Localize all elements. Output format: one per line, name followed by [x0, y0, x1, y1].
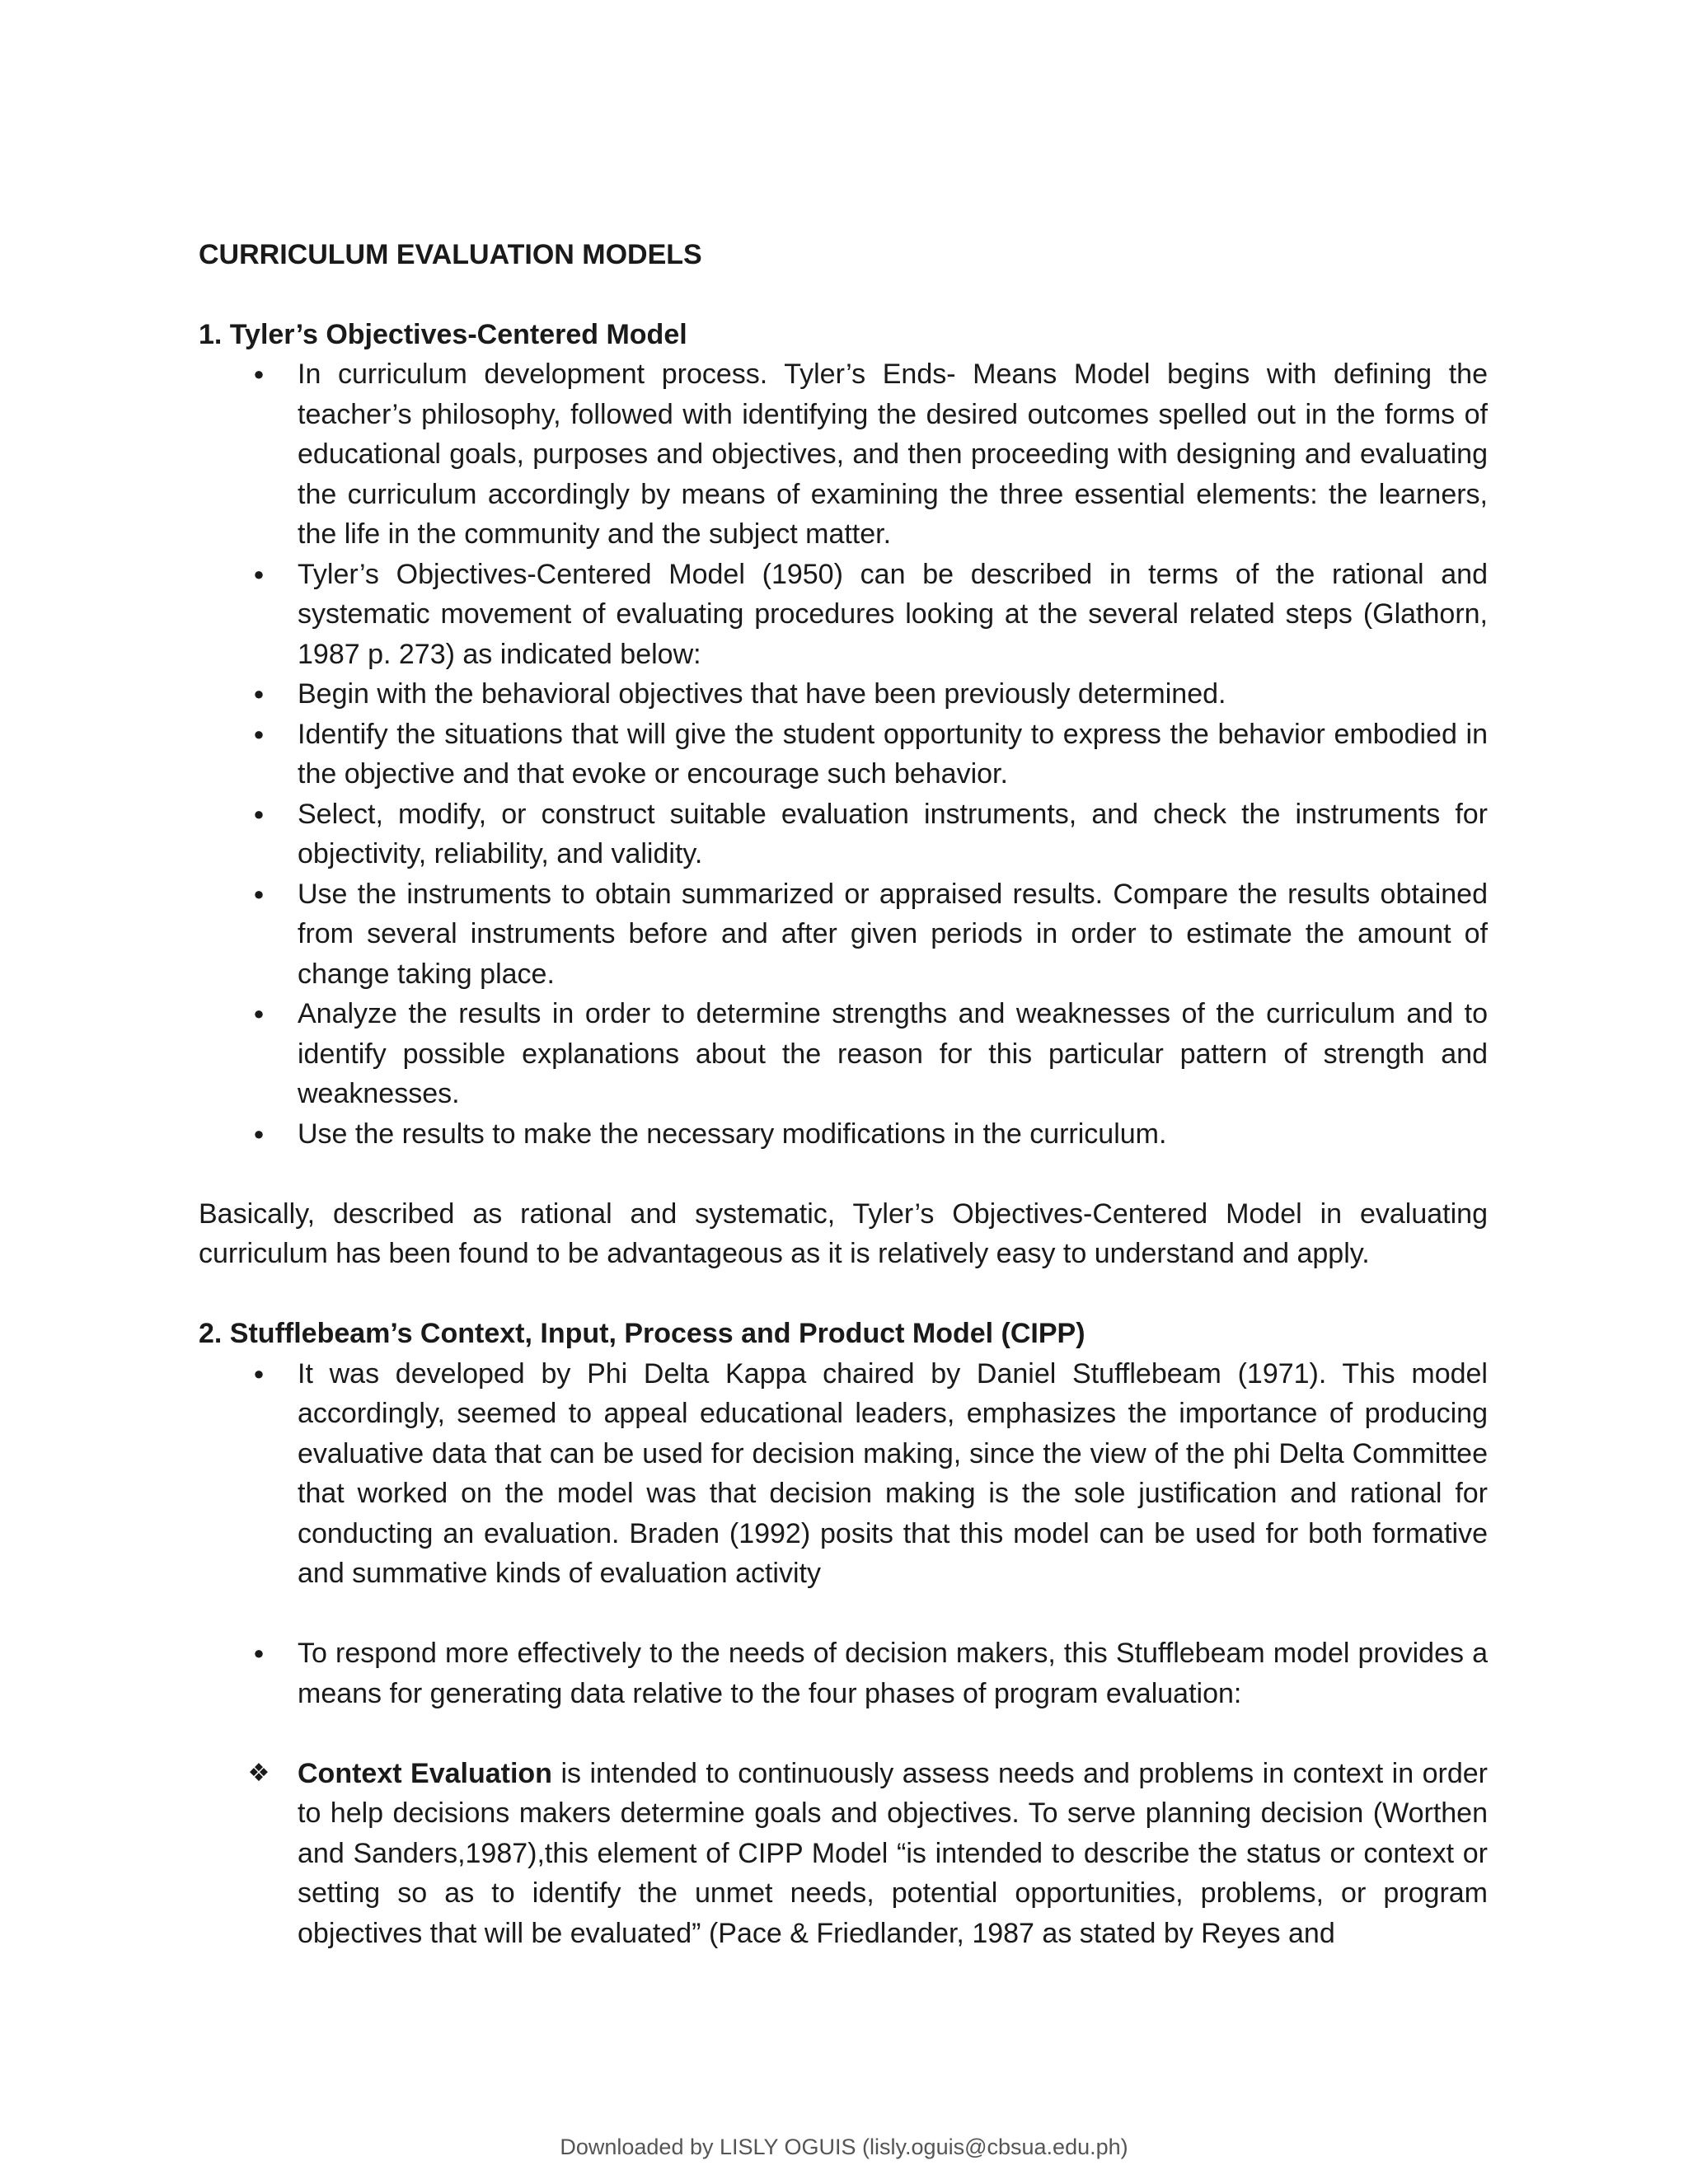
bullet-icon: ● [253, 683, 265, 704]
bullet-icon: ● [253, 1122, 265, 1144]
list-item: ● Analyze the results in order to determine strengths and weaknesses of the curriculum and to identify possible explanations about the reason for this particular pattern of strength and weaknesses. [199, 994, 1488, 1114]
diamond-bullet-icon: ❖ [247, 1759, 270, 1787]
list-item: ● It was developed by Phi Delta Kappa chaired by Daniel Stufflebeam (1971). This model accordingly, seemed to appeal educational leaders, emphasizes the importance of producing evaluative data that can be used for decision making, since the view of the phi Delta Committee that worked on the model was that decision making is the sole justification and rational for conducting an evaluation. Braden (1992) posits that this model can be used for both formative and summative kinds of evaluation activity [199, 1354, 1488, 1594]
section-1-heading: 1. Tyler’s Objectives-Centered Model [199, 318, 687, 350]
list-item: ● Use the instruments to obtain summarized or appraised results. Compare the results obtained from several instruments before and after given periods in order to estimate the amount of change taking place. [199, 874, 1488, 995]
list-item: ● To respond more effectively to the needs of decision makers, this Stufflebeam model provides a means for generating data relative to the four phases of program evaluation: [199, 1633, 1488, 1713]
section-2-heading: 2. Stufflebeam’s Context, Input, Process and Product Model (CIPP) [199, 1318, 1085, 1349]
bullet-icon: ● [253, 363, 265, 384]
list-item: ● Select, modify, or construct suitable evaluation instruments, and check the instruments for objectivity, reliability, and validity. [199, 794, 1488, 874]
list-item: ● Begin with the behavioral objectives that have been previously determined. [199, 674, 1488, 715]
list-item: ● Use the results to make the necessary modifications in the curriculum. [199, 1114, 1488, 1155]
download-footer: Downloaded by LISLY OGUIS (lisly.oguis@cbsua.edu.ph) [560, 2135, 1128, 2159]
document-body [199, 235, 1488, 1953]
section-2-bullet-list [199, 1354, 1488, 1954]
section-1-bullet-list [199, 354, 1488, 1154]
list-item: ● In curriculum development process. Tyler’s Ends- Means Model begins with defining the teacher’s philosophy, followed with identifying the desired outcomes spelled out in the forms of educational goals, purposes and objectives, and then proceeding with designing and evaluating the curriculum accordingly by means of examining the three essential elements: the learners, the life in the community and the subject matter. [199, 354, 1488, 555]
bullet-icon: ● [253, 1003, 265, 1024]
section-1-summary: Basically, described as rational and systematic, Tyler’s Objectives-Centered Model in evaluating curriculum has been found to be advantageous as it is relatively easy to understand and apply. [199, 1197, 1488, 1269]
list-item: ● Tyler’s Objectives-Centered Model (1950) can be described in terms of the rational and systematic movement of evaluating procedures looking at the several related steps (Glathorn, 1987 p. 273) as indicated below: [199, 555, 1488, 675]
bullet-icon: ● [253, 883, 265, 904]
bullet-icon: ● [253, 723, 265, 744]
list-item: ● Identify the situations that will give the student opportunity to express the behavior embodied in the objective and that evoke or encourage such behavior. [199, 715, 1488, 794]
document-title: CURRICULUM EVALUATION MODELS [199, 239, 702, 270]
bullet-icon: ● [253, 1362, 265, 1384]
bullet-icon: ● [253, 803, 265, 824]
context-evaluation-term: Context Evaluation [298, 1757, 552, 1789]
bullet-icon: ● [253, 1643, 265, 1663]
list-item-context-evaluation: ❖ Context Evaluation is intended to continuously assess needs and problems in context in order to help decisions makers determine goals and objectives. To serve planning decision (Worthen and Sanders,1987),this element of CIPP Model “is intended to describe the status or context or setting so as to identify the unmet needs, potential opportunities, problems, or program objectives that will be evaluated” (Pace & Friedlander, 1987 as stated by Reyes and [199, 1754, 1488, 1954]
bullet-icon: ● [253, 563, 265, 584]
